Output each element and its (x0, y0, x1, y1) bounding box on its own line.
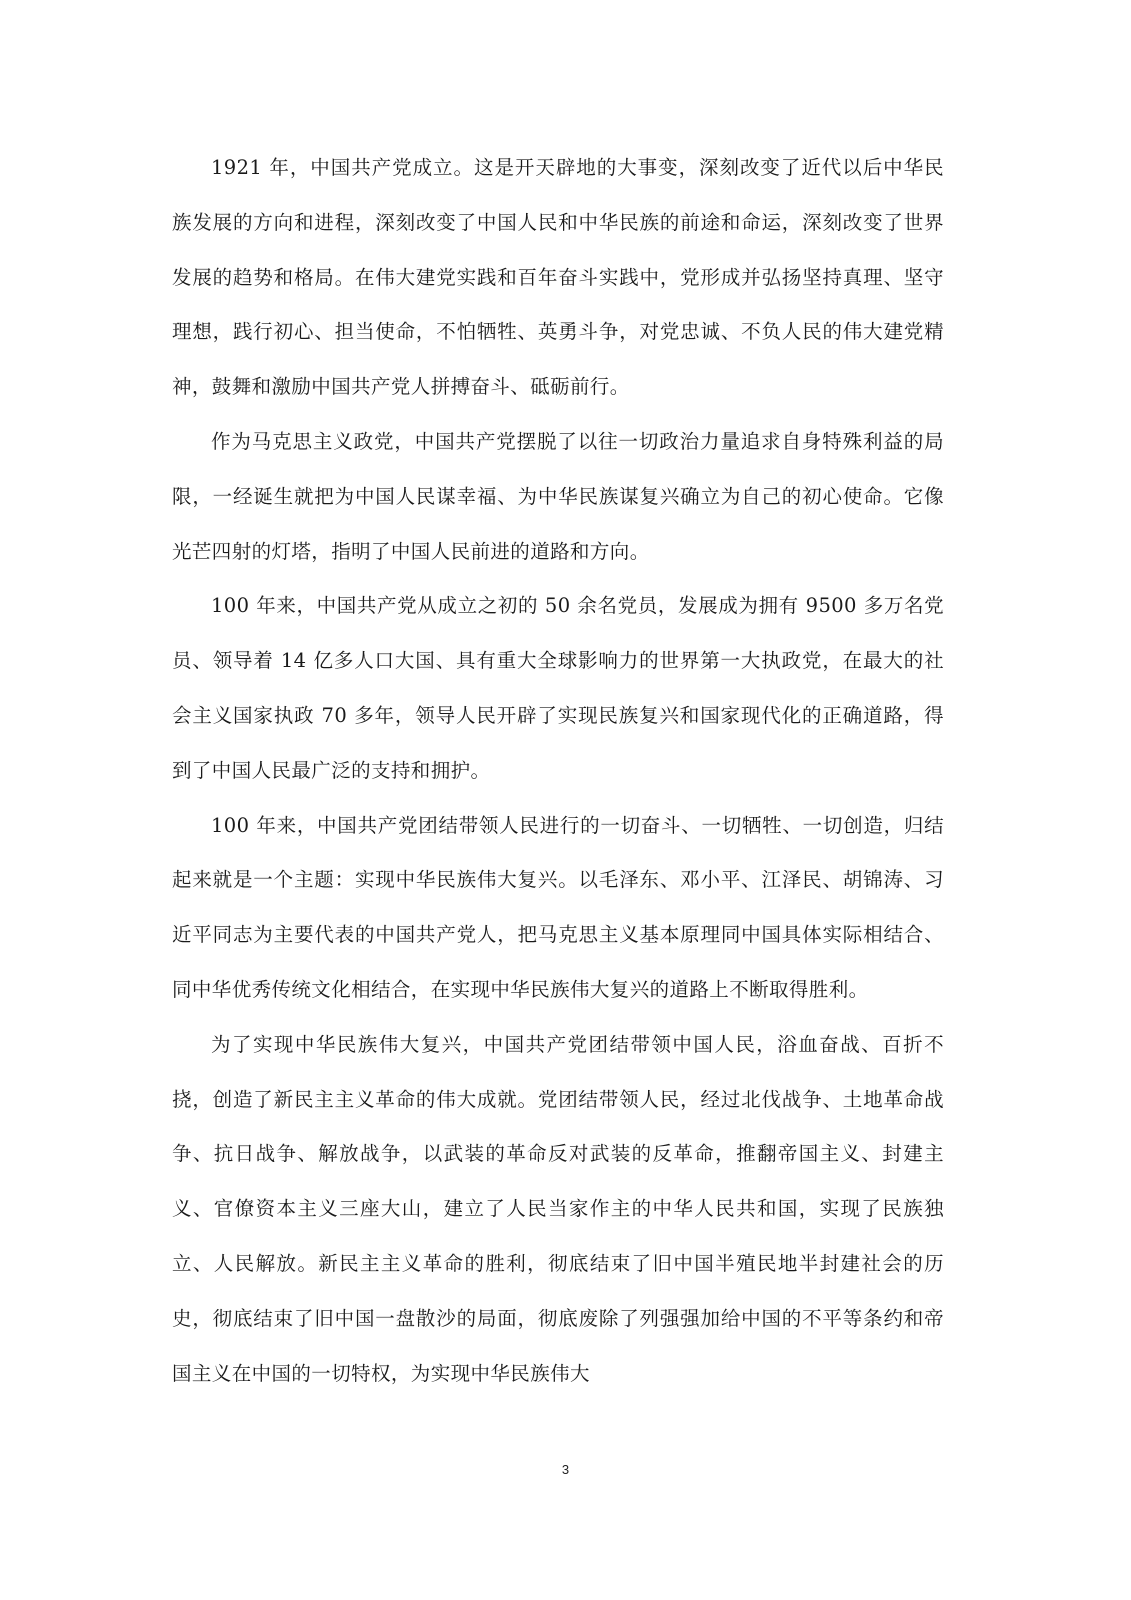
document-body (172, 141, 944, 1401)
paragraph-1: 1921 年，中国共产党成立。这是开天辟地的大事变，深刻改变了近代以后中华民族发展的方向和进程，深刻改变了中国人民和中华民族的前途和命运，深刻改变了世界发展的趋势和格局。在伟大建党实践和百年奋斗实践中，党形成并弘扬坚持真理、坚守理想，践行初心、担当使命，不怕牺牲、英勇斗争，对党忠诚、不负人民的伟大建党精神，鼓舞和激励中国共产党人拼搏奋斗、砥砺前行。 (172, 156, 944, 399)
page-number: 3 (561, 1462, 570, 1477)
paragraph-2: 作为马克思主义政党，中国共产党摆脱了以往一切政治力量追求自身特殊利益的局限，一经诞生就把为中国人民谋幸福、为中华民族谋复兴确立为自己的初心使命。它像光芒四射的灯塔，指明了中国人民前进的道路和方向。 (172, 429, 944, 563)
paragraph-4: 100 年来，中国共产党团结带领人民进行的一切奋斗、一切牺牲、一切创造，归结起来就是一个主题：实现中华民族伟大复兴。以毛泽东、邓小平、江泽民、胡锦涛、习近平同志为主要代表的中国共产党人，把马克思主义基本原理同中国具体实际相结合、同中华优秀传统文化相结合，在实现中华民族伟大复兴的道路上不断取得胜利。 (172, 813, 944, 1001)
paragraph-3: 100 年来，中国共产党从成立之初的 50 余名党员，发展成为拥有 9500 多万名党员、领导着 14 亿多人口大国、具有重大全球影响力的世界第一大执政党，在最大的社会主义国家执政 70 多年，领导人民开辟了实现民族复兴和国家现代化的正确道路，得到了中国人民最广泛的支持和拥护。 (172, 594, 944, 782)
paragraph-5: 为了实现中华民族伟大复兴，中国共产党团结带领中国人民，浴血奋战、百折不挠，创造了新民主主义革命的伟大成就。党团结带领人民，经过北伐战争、土地革命战争、抗日战争、解放战争，以武装的革命反对武装的反革命，推翻帝国主义、封建主义、官僚资本主义三座大山，建立了人民当家作主的中华人民共和国，实现了民族独立、人民解放。新民主主义革命的胜利，彻底结束了旧中国半殖民地半封建社会的历史，彻底结束了旧中国一盘散沙的局面，彻底废除了列强强加给中国的不平等条约和帝国主义在中国的一切特权，为实现中华民族伟大 (172, 1032, 944, 1385)
